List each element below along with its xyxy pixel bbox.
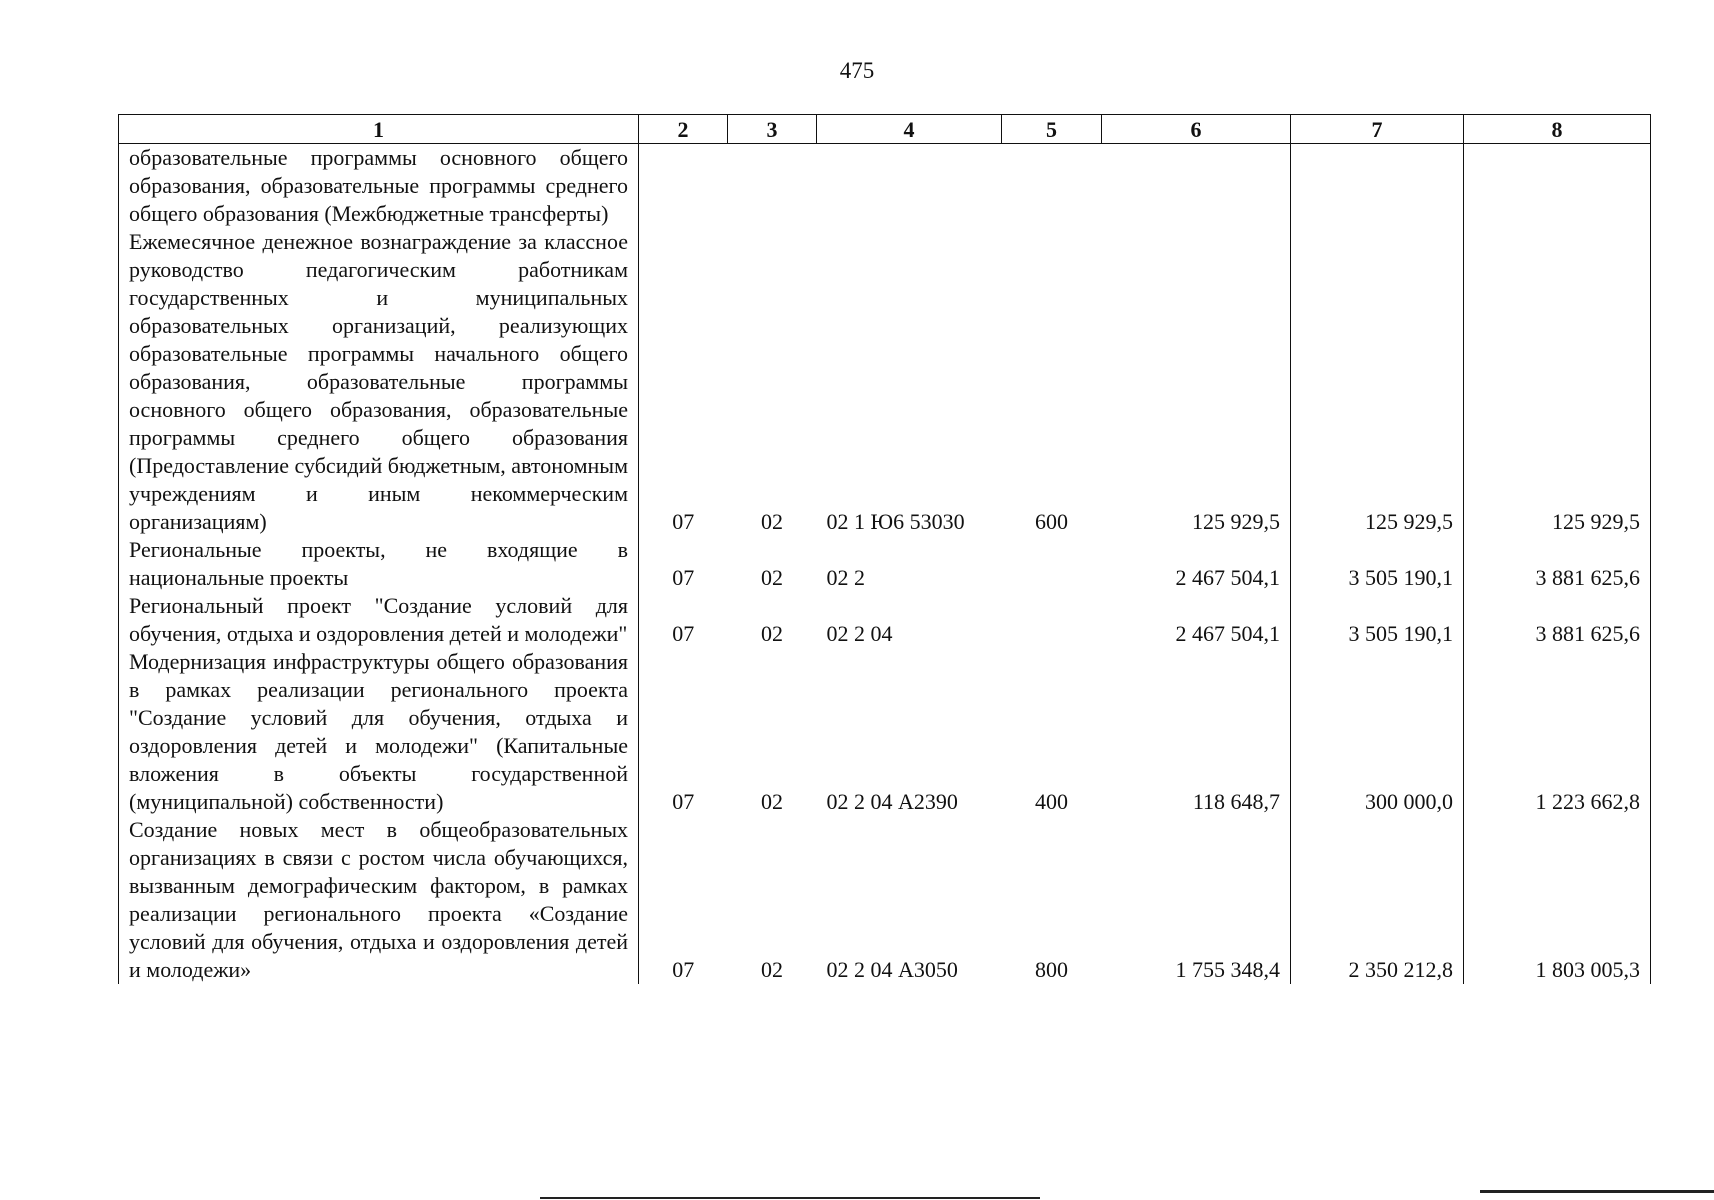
row-target-item: 02 2 <box>826 565 865 590</box>
row-section: 07 <box>639 536 728 592</box>
row-amount-year-2: 3 505 190,1 <box>1291 592 1464 648</box>
row-section <box>639 144 728 229</box>
row-expense-type <box>1002 536 1102 592</box>
row-amount-year-3: 3 881 625,6 <box>1464 536 1651 592</box>
table-row <box>119 228 1651 536</box>
row-name: Ежемесячное денежное вознаграждение за классное руководство педагогическим работникам государственных и муниципальных образовательных организаций, реализующих образовательные программы начального общего образования, образовательные программы основного общего образования, образовательные программы среднего общего образования (Предоставление субсидий бюджетным, автономным учреждениям и иным некоммерческим организациям) <box>119 228 639 536</box>
row-section: 07 <box>639 648 728 816</box>
row-name: Создание новых мест в общеобразовательных организациях в связи с ростом числа обучающихся, вызванным демографическим фактором, в рамках реализации регионального проекта «Создание условий для обучения, отдыха и оздоровления детей и молодежи» <box>119 816 639 984</box>
table-body <box>119 144 1651 985</box>
row-target-item <box>817 144 1002 229</box>
header-col-8: 8 <box>1464 115 1651 144</box>
header-col-4: 4 <box>817 115 1002 144</box>
row-name: Региональные проекты, не входящие в национальные проекты <box>119 536 639 592</box>
row-amount-year-1: 1 755 348,4 <box>1102 816 1291 984</box>
row-amount-year-3: 125 929,5 <box>1464 228 1651 536</box>
page-number: 475 <box>839 58 875 83</box>
table-row <box>119 816 1651 984</box>
row-section: 07 <box>639 816 728 984</box>
table-row <box>119 144 1651 229</box>
header-col-3: 3 <box>728 115 817 144</box>
header-col-2: 2 <box>639 115 728 144</box>
row-amount-year-2: 3 505 190,1 <box>1291 536 1464 592</box>
row-subsection: 02 <box>761 789 783 814</box>
table-row <box>119 648 1651 816</box>
row-name: Региональный проект "Создание условий для обучения, отдыха и оздоровления детей и молодежи" <box>119 592 639 648</box>
header-col-6: 6 <box>1102 115 1291 144</box>
row-name: Модернизация инфраструктуры общего образования в рамках реализации регионального проекта "Создание условий для обучения, отдыха и оздоровления детей и молодежи" (Капитальные вложения в объекты государственной (муниципальной) собственности) <box>119 648 639 816</box>
row-target-item: 02 2 04 <box>826 621 893 646</box>
row-section: 07 <box>639 228 728 536</box>
header-col-5: 5 <box>1002 115 1102 144</box>
row-expense-type: 400 <box>1035 789 1068 814</box>
header-col-1: 1 <box>119 115 639 144</box>
row-expense-type: 600 <box>1035 509 1068 534</box>
row-target-item: 02 2 04 А3050 <box>826 957 958 982</box>
row-amount-year-3: 1 803 005,3 <box>1464 816 1651 984</box>
row-target-item: 02 2 04 А2390 <box>826 789 958 814</box>
row-subsection: 02 <box>761 957 783 982</box>
row-amount-year-1: 2 467 504,1 <box>1102 592 1291 648</box>
row-name: образовательные программы основного общего образования, образовательные программы среднего общего образования (Межбюджетные трансферты) <box>119 144 639 229</box>
table-row <box>119 592 1651 648</box>
row-expense-type: 800 <box>1035 957 1068 982</box>
row-target-item: 02 1 Ю6 53030 <box>826 509 965 534</box>
header-row <box>119 115 1651 144</box>
header-col-7: 7 <box>1291 115 1464 144</box>
row-subsection <box>728 144 817 229</box>
row-amount-year-1: 118 648,7 <box>1102 648 1291 816</box>
footer-rule-center <box>540 1197 1040 1199</box>
row-section: 07 <box>639 592 728 648</box>
table-row <box>119 536 1651 592</box>
row-amount-year-1 <box>1102 144 1291 229</box>
row-expense-type <box>1002 144 1102 229</box>
row-amount-year-2: 300 000,0 <box>1291 648 1464 816</box>
row-amount-year-3 <box>1464 144 1651 229</box>
row-amount-year-2: 2 350 212,8 <box>1291 816 1464 984</box>
row-expense-type <box>1002 592 1102 648</box>
table-header <box>119 115 1651 144</box>
row-amount-year-3: 1 223 662,8 <box>1464 648 1651 816</box>
footer-rule-right <box>1480 1190 1714 1193</box>
row-subsection: 02 <box>761 509 783 534</box>
row-amount-year-1: 2 467 504,1 <box>1102 536 1291 592</box>
row-subsection: 02 <box>761 565 783 590</box>
row-subsection: 02 <box>761 621 783 646</box>
row-amount-year-2: 125 929,5 <box>1291 228 1464 536</box>
budget-table <box>118 114 1651 984</box>
budget-table-wrapper <box>118 114 1651 984</box>
row-amount-year-1: 125 929,5 <box>1102 228 1291 536</box>
row-amount-year-2 <box>1291 144 1464 229</box>
row-amount-year-3: 3 881 625,6 <box>1464 592 1651 648</box>
